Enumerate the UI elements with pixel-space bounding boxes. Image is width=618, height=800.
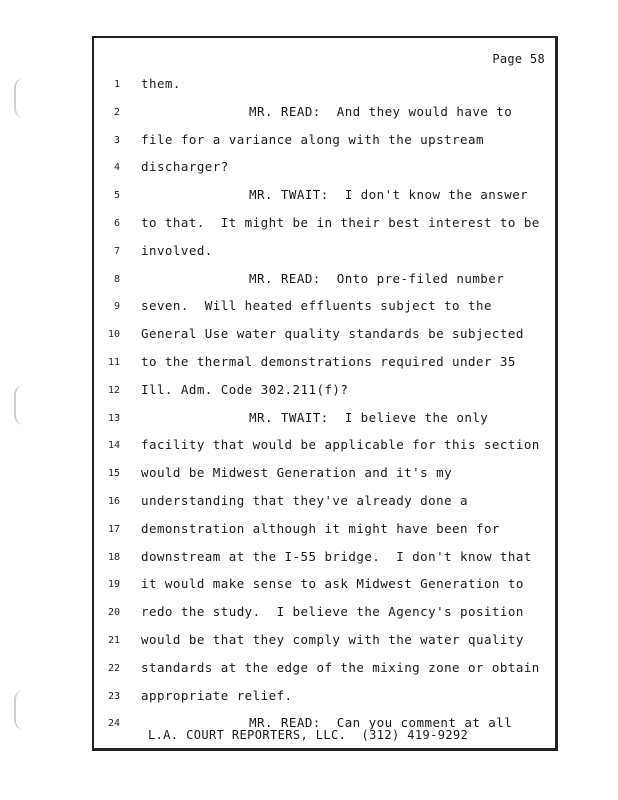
line-text: General Use water quality standards be subjected	[141, 326, 524, 342]
line-text: MR. TWAIT: I don't know the answer	[249, 187, 529, 203]
transcript-line	[94, 576, 556, 596]
transcript-line	[94, 354, 556, 374]
line-text: redo the study. I believe the Agency's position	[141, 604, 524, 620]
line-number: 19	[107, 579, 120, 591]
line-number: 20	[107, 607, 120, 619]
transcript-line	[94, 132, 556, 152]
line-number: 4	[113, 162, 120, 174]
line-number: 7	[113, 245, 120, 257]
line-number: 22	[107, 662, 120, 674]
line-text: MR. READ: Onto pre-filed number	[249, 270, 505, 286]
transcript-line	[94, 187, 556, 207]
line-number: 5	[113, 190, 120, 202]
line-number: 16	[107, 496, 120, 507]
transcript-line	[94, 660, 556, 680]
transcript-line	[94, 215, 556, 235]
transcript-line	[94, 159, 556, 179]
line-text: understanding that they've already done a	[141, 493, 469, 508]
line-number: 17	[107, 523, 120, 535]
line-text: seven. Will heated effluents subject to the	[141, 298, 492, 314]
transcript-line	[94, 688, 556, 708]
line-text: MR. TWAIT: I believe the only	[249, 409, 489, 425]
transcript-line	[94, 410, 556, 430]
line-text: demonstration although it might have been for	[141, 520, 500, 536]
line-number: 24	[107, 718, 120, 730]
transcript-page	[92, 36, 558, 751]
line-text: Ill. Adm. Code 302.211(f)?	[141, 381, 349, 397]
transcript-line	[94, 76, 556, 96]
line-text: facility that would be applicable for this section	[141, 437, 540, 453]
line-number: 6	[113, 218, 120, 229]
transcript-line	[94, 298, 556, 318]
page-number: Page 58	[492, 52, 545, 66]
line-text: appropriate relief.	[141, 687, 293, 703]
line-text: MR. READ: And they would have to	[249, 103, 513, 119]
line-number: 12	[107, 384, 120, 396]
transcript-line	[94, 326, 556, 346]
reporter-footer: L.A. COURT REPORTERS, LLC. (312) 419-9292	[148, 728, 469, 742]
transcript-line	[94, 493, 556, 513]
line-text: standards at the edge of the mixing zone or obtain	[141, 659, 540, 675]
line-text: it would make sense to ask Midwest Generation to	[141, 576, 524, 592]
hole-punch-mark-top	[14, 78, 28, 118]
transcript-line	[94, 632, 556, 652]
hole-punch-mark-bottom	[14, 690, 28, 730]
transcript-line	[94, 604, 556, 624]
line-number: 3	[113, 134, 120, 146]
line-text: involved.	[141, 242, 213, 258]
line-number: 8	[113, 273, 120, 285]
line-number: 15	[107, 468, 120, 480]
line-number: 21	[107, 635, 120, 646]
line-number: 13	[107, 412, 120, 424]
line-text: to that. It might be in their best interest to be	[141, 215, 540, 230]
line-number: 18	[107, 551, 120, 563]
line-text: would be Midwest Generation and it's my	[141, 465, 453, 481]
transcript-line	[94, 465, 556, 485]
transcript-line	[94, 549, 556, 569]
line-text: to the thermal demonstrations required under 35	[141, 354, 516, 369]
line-number: 2	[113, 106, 120, 118]
line-text: MR. READ: Can you comment at all	[249, 715, 513, 731]
transcript-line	[94, 104, 556, 124]
line-text: discharger?	[141, 159, 229, 175]
transcript-line	[94, 437, 556, 457]
transcript-line	[94, 271, 556, 291]
transcript-line	[94, 521, 556, 541]
transcript-line	[94, 243, 556, 263]
line-text: would be that they comply with the water quality	[141, 632, 524, 647]
line-number: 1	[113, 79, 120, 90]
line-number: 23	[107, 690, 120, 702]
line-number: 11	[107, 357, 120, 368]
line-text: them.	[141, 76, 181, 91]
hole-punch-mark-middle	[14, 385, 28, 425]
line-number: 10	[107, 329, 120, 341]
line-text: downstream at the I-55 bridge. I don't know that	[141, 548, 532, 564]
line-text: file for a variance along with the upstream	[141, 131, 484, 147]
transcript-line	[94, 382, 556, 402]
line-number: 14	[107, 440, 120, 452]
line-number: 9	[113, 301, 120, 313]
